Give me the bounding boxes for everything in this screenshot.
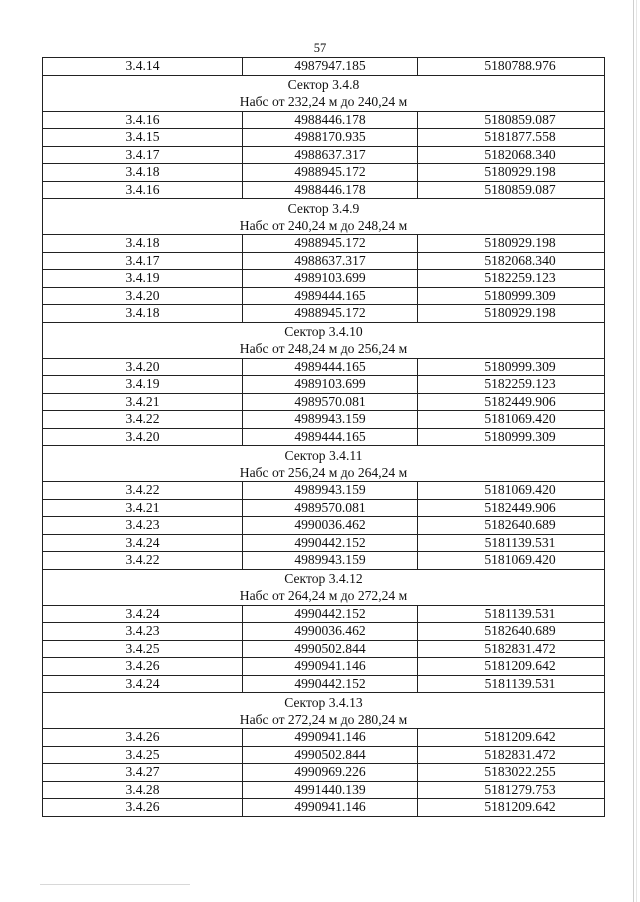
point-id-cell: 3.4.23 [43,623,243,641]
table-row [43,658,605,676]
point-id-cell: 3.4.27 [43,764,243,782]
page-edge-shadow-outer [636,0,637,902]
y-coordinate-cell: 5180929.198 [418,164,605,182]
y-coordinate-cell: 5182831.472 [418,640,605,658]
x-coordinate-cell: 4990941.146 [243,658,418,676]
y-coordinate-cell: 5181877.558 [418,129,605,147]
sector-title: Сектор 3.4.11 [284,447,363,463]
y-coordinate-cell: 5182068.340 [418,146,605,164]
y-coordinate-cell: 5181209.642 [418,729,605,747]
x-coordinate-cell: 4989103.699 [243,376,418,394]
table-row [43,482,605,500]
point-id-cell: 3.4.16 [43,111,243,129]
point-id-cell: 3.4.22 [43,552,243,570]
x-coordinate-cell: 4988945.172 [243,164,418,182]
point-id-cell: 3.4.22 [43,411,243,429]
table-row [43,164,605,182]
y-coordinate-cell: 5180999.309 [418,428,605,446]
page-number: 57 [313,41,327,55]
point-id-cell: 3.4.19 [43,376,243,394]
table-row [43,675,605,693]
x-coordinate-cell: 4988446.178 [243,181,418,199]
point-id-cell: 3.4.25 [43,640,243,658]
y-coordinate-cell: 5182259.123 [418,270,605,288]
x-coordinate-cell: 4990442.152 [243,605,418,623]
table-row [43,499,605,517]
x-coordinate-cell: 4989570.081 [243,393,418,411]
sector-header-cell [43,569,605,605]
y-coordinate-cell: 5180929.198 [418,305,605,323]
x-coordinate-cell: 4990036.462 [243,517,418,535]
point-id-cell: 3.4.24 [43,675,243,693]
y-coordinate-cell: 5180859.087 [418,181,605,199]
y-coordinate-cell: 5182449.906 [418,393,605,411]
x-coordinate-cell: 4989103.699 [243,270,418,288]
sector-title: Сектор 3.4.8 [287,77,360,92]
sector-title: Сектор 3.4.12 [284,571,363,586]
y-coordinate-cell: 5180929.198 [418,235,605,253]
sector-header-cell [43,693,605,729]
table-row [43,605,605,623]
point-id-cell: 3.4.21 [43,499,243,517]
point-id-cell: 3.4.28 [43,781,243,799]
sector-height-range: Набс от 264,24 м до 272,24 м [239,588,408,603]
sector-header-cell [43,75,605,111]
point-id-cell: 3.4.25 [43,746,243,764]
x-coordinate-cell: 4988446.178 [243,111,418,129]
y-coordinate-cell: 5181069.420 [418,552,605,570]
point-id-cell: 3.4.21 [43,393,243,411]
x-coordinate-cell: 4990502.844 [243,746,418,764]
point-id-cell: 3.4.17 [43,252,243,270]
x-coordinate-cell: 4989444.165 [243,428,418,446]
y-coordinate-cell: 5181069.420 [418,411,605,429]
point-id-cell: 3.4.20 [43,358,243,376]
point-id-cell: 3.4.18 [43,235,243,253]
sector-title: Сектор 3.4.9 [287,200,360,216]
x-coordinate-cell: 4989570.081 [243,499,418,517]
point-id-cell: 3.4.20 [43,287,243,305]
table-row [43,799,605,817]
point-id-cell: 3.4.26 [43,799,243,817]
sector-height-range: Набс от 232,24 м до 240,24 м [239,94,408,109]
point-id-cell: 3.4.18 [43,305,243,323]
y-coordinate-cell: 5181069.420 [418,482,605,500]
sector-title: Сектор 3.4.13 [284,694,363,710]
y-coordinate-cell: 5180999.309 [418,358,605,376]
table-row [43,129,605,147]
x-coordinate-cell: 4990502.844 [243,640,418,658]
table-row [43,411,605,429]
x-coordinate-cell: 4987947.185 [243,58,418,76]
sector-header-cell [43,322,605,358]
sector-height-range: Набс от 240,24 м до 248,24 м [239,217,408,233]
point-id-cell: 3.4.26 [43,729,243,747]
table-row [43,376,605,394]
point-id-cell: 3.4.14 [43,58,243,76]
y-coordinate-cell: 5181209.642 [418,658,605,676]
sector-height-range: Набс от 248,24 м до 256,24 м [239,341,408,356]
x-coordinate-cell: 4988945.172 [243,305,418,323]
x-coordinate-cell: 4990442.152 [243,534,418,552]
table-row [43,552,605,570]
y-coordinate-cell: 5182259.123 [418,376,605,394]
point-id-cell: 3.4.23 [43,517,243,535]
sector-header-row [43,199,605,235]
x-coordinate-cell: 4991440.139 [243,781,418,799]
table-row [43,111,605,129]
sector-height-range: Набс от 272,24 м до 280,24 м [239,711,408,727]
table-row [43,729,605,747]
y-coordinate-cell: 5182068.340 [418,252,605,270]
point-id-cell: 3.4.24 [43,534,243,552]
table-row [43,781,605,799]
x-coordinate-cell: 4989444.165 [243,287,418,305]
y-coordinate-cell: 5182831.472 [418,746,605,764]
table-row [43,235,605,253]
sector-header-row [43,569,605,605]
sector-header-row [43,75,605,111]
table-row [43,358,605,376]
y-coordinate-cell: 5182640.689 [418,623,605,641]
scan-artifact-line [40,884,190,885]
x-coordinate-cell: 4989943.159 [243,482,418,500]
y-coordinate-cell: 5181139.531 [418,675,605,693]
point-id-cell: 3.4.19 [43,270,243,288]
page-edge-shadow [633,0,634,902]
x-coordinate-cell: 4990442.152 [243,675,418,693]
y-coordinate-cell: 5180999.309 [418,287,605,305]
table-row [43,623,605,641]
table-row [43,746,605,764]
y-coordinate-cell: 5182449.906 [418,499,605,517]
table-row [43,534,605,552]
table-row [43,640,605,658]
sector-height-range: Набс от 256,24 м до 264,24 м [239,464,408,480]
x-coordinate-cell: 4988945.172 [243,235,418,253]
sector-header-cell [43,446,605,482]
point-id-cell: 3.4.18 [43,164,243,182]
x-coordinate-cell: 4990941.146 [243,729,418,747]
coordinates-table-body [43,58,605,817]
point-id-cell: 3.4.16 [43,181,243,199]
x-coordinate-cell: 4989943.159 [243,552,418,570]
table-row [43,181,605,199]
y-coordinate-cell: 5181279.753 [418,781,605,799]
point-id-cell: 3.4.26 [43,658,243,676]
table-row [43,146,605,164]
table-row [43,252,605,270]
y-coordinate-cell: 5181139.531 [418,605,605,623]
x-coordinate-cell: 4990036.462 [243,623,418,641]
table-row [43,428,605,446]
y-coordinate-cell: 5180788.976 [418,58,605,76]
x-coordinate-cell: 4990941.146 [243,799,418,817]
sector-header-row [43,446,605,482]
x-coordinate-cell: 4989444.165 [243,358,418,376]
table-row [43,270,605,288]
x-coordinate-cell: 4988637.317 [243,146,418,164]
table-row [43,305,605,323]
sector-title: Сектор 3.4.10 [284,324,363,339]
coordinates-table [42,57,605,817]
point-id-cell: 3.4.15 [43,129,243,147]
point-id-cell: 3.4.17 [43,146,243,164]
point-id-cell: 3.4.24 [43,605,243,623]
table-row [43,393,605,411]
y-coordinate-cell: 5182640.689 [418,517,605,535]
sector-header-row [43,322,605,358]
table-row [43,58,605,76]
table-row [43,764,605,782]
y-coordinate-cell: 5181209.642 [418,799,605,817]
x-coordinate-cell: 4988170.935 [243,129,418,147]
y-coordinate-cell: 5181139.531 [418,534,605,552]
x-coordinate-cell: 4990969.226 [243,764,418,782]
x-coordinate-cell: 4988637.317 [243,252,418,270]
point-id-cell: 3.4.22 [43,482,243,500]
x-coordinate-cell: 4989943.159 [243,411,418,429]
table-row [43,517,605,535]
sector-header-cell [43,199,605,235]
y-coordinate-cell: 5183022.255 [418,764,605,782]
sector-header-row [43,693,605,729]
point-id-cell: 3.4.20 [43,428,243,446]
y-coordinate-cell: 5180859.087 [418,111,605,129]
table-row [43,287,605,305]
